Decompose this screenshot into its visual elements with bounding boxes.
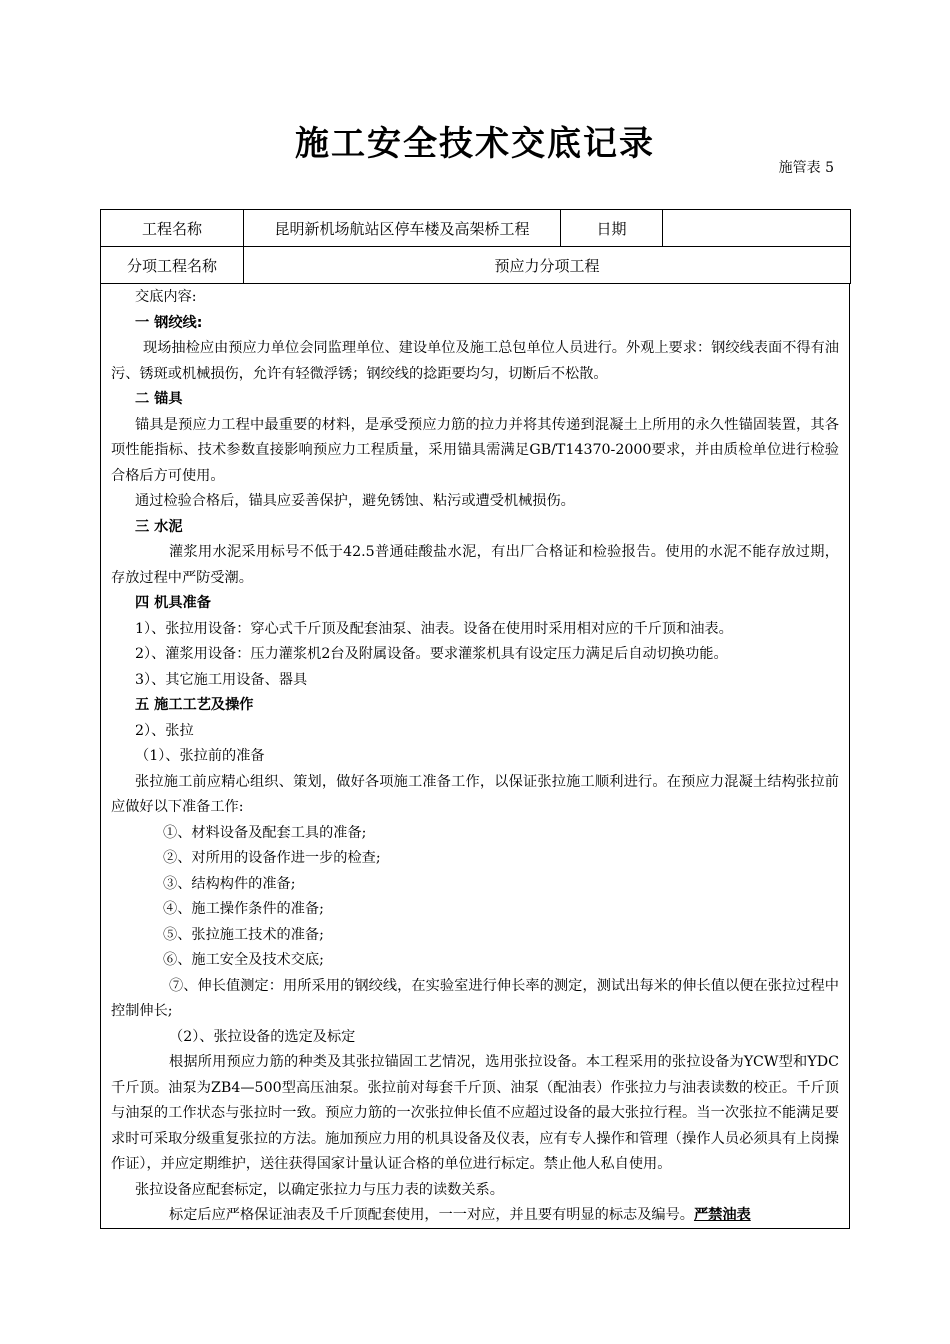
section-4-item-1: 1）、张拉用设备：穿心式千斤顶及配套油泵、油表。设备在使用时采用相对应的千斤顶和油表。: [135, 620, 733, 637]
section-4-heading: 四 机具准备: [135, 595, 211, 611]
prep-item-2: ②、对所用的设备作进一步的检查;: [163, 850, 381, 866]
section-2-paragraph-2: 通过检验合格后，锚具应妥善保护，避免锈蚀、粘污或遭受机械损伤。: [135, 493, 575, 509]
content-intro: 交底内容:: [135, 289, 197, 305]
prep-item-7: ⑦、伸长值测定：用所采用的钢绞线，在实验室进行伸长率的测定，测试出每米的伸长值以便在张拉过程中控制伸长;: [111, 977, 839, 1019]
prep-item-4: ④、施工操作条件的准备;: [163, 901, 324, 917]
project-row: [101, 210, 851, 247]
date-value: [663, 210, 851, 247]
content-cell: [100, 283, 850, 1229]
section-5-subheading-1: （1）、张拉前的准备: [135, 748, 265, 764]
prep-item-5: ⑤、张拉施工技术的准备;: [163, 926, 324, 943]
header-table: [100, 209, 851, 284]
paragraph-4-bold-text: 严禁油表: [693, 1207, 751, 1223]
section-5-paragraph-2: 根据所用预应力筋的种类及其张拉锚固工艺情况，选用张拉设备。本工程采用的张拉设备为YCW型和YDC千斤顶。油泵为ZB4—500型高压油泵。张拉前对每套千斤顶、油泵（配油表）作张拉力与油表读数的校正。千斤顶与油泵的工作状态与张拉时一致。预应力筋的一次张拉伸长值不应超过设备的最大张拉行程。当一次张拉不能满足要求时可采取分级重复张拉的方法。施加预应力用的机具设备及仪表，应有专人操作和管理（操作人员必须具有上岗操作证），并应定期维护，送往获得国家计量认证合格的单位进行标定。禁止他人私自使用。: [111, 1054, 839, 1172]
project-name-label: 工程名称: [101, 210, 244, 247]
document-title: 施工安全技术交底记录: [295, 124, 655, 164]
section-4-item-3: 3）、其它施工用设备、器具: [135, 671, 308, 688]
section-5-subheading: 2）、张拉: [135, 722, 194, 739]
subproject-name-value: 预应力分项工程: [244, 247, 851, 284]
prep-item-6: ⑥、施工安全及技术交底;: [163, 952, 324, 968]
subproject-row: [101, 247, 851, 284]
section-5-heading: 五 施工工艺及操作: [135, 697, 254, 713]
section-2-heading: 二 锚具: [135, 391, 183, 407]
section-5-subheading-2: （2）、张拉设备的选定及标定: [169, 1028, 356, 1045]
section-1-heading: 一 钢绞线:: [135, 314, 203, 331]
project-name-value: 昆明新机场航站区停车楼及高架桥工程: [244, 210, 561, 247]
paragraph-4-text: 标定后应严格保证油表及千斤顶配套使用，一一对应，并且要有明显的标志及编号。: [169, 1207, 694, 1223]
section-3-heading: 三 水泥: [135, 518, 183, 535]
section-5-paragraph-4: [111, 1203, 839, 1229]
section-2-paragraph-1: 锚具是预应力工程中最重要的材料，是承受预应力筋的拉力并将其传递到混凝土上所用的永久性锚固装置，其各项性能指标、技术参数直接影响预应力工程质量，采用锚具需满足GB/T14370-2000要求，并由质检单位进行检验合格后方可使用。: [111, 416, 839, 484]
section-4-item-2: 2）、灌浆用设备：压力灌浆机2台及附属设备。要求灌浆机具有设定压力满足后自动切换功能。: [135, 646, 728, 662]
prep-item-1: ①、材料设备及配套工具的准备;: [163, 824, 367, 841]
section-5-paragraph-1: 张拉施工前应精心组织、策划，做好各项施工准备工作，以保证张拉施工顺利进行。在预应力混凝土结构张拉前应做好以下准备工作:: [111, 773, 839, 815]
section-3-paragraph: 灌浆用水泥采用标号不低于42.5普通硅酸盐水泥，有出厂合格证和检验报告。使用的水泥不能存放过期，存放过程中严防受潮。: [111, 544, 839, 586]
date-label: 日期: [561, 210, 663, 247]
section-1-paragraph: 现场抽检应由预应力单位会同监理单位、建设单位及施工总包单位人员进行。外观上要求：钢绞线表面不得有油污、锈斑或机械损伤，允许有轻微浮锈；钢绞线的捻距要均匀，切断后不松散。: [111, 340, 839, 382]
section-5-paragraph-3: 张拉设备应配套标定，以确定张拉力与压力表的读数关系。: [135, 1181, 504, 1198]
subproject-name-label: 分项工程名称: [101, 247, 244, 284]
prep-item-3: ③、结构构件的准备;: [163, 875, 296, 892]
form-number: 施管表 5: [778, 160, 834, 176]
